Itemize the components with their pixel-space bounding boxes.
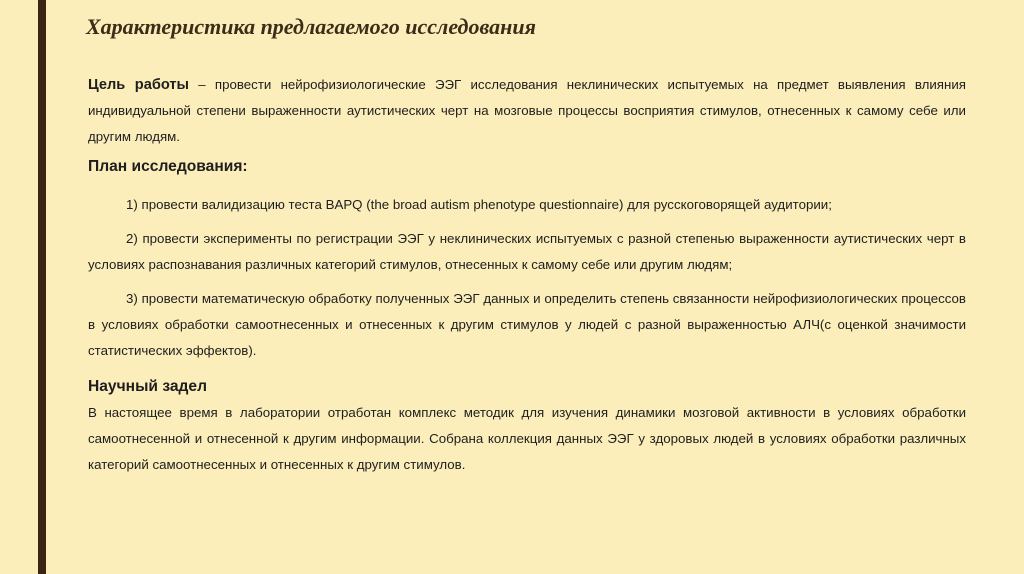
- plan-title: План исследования:: [88, 158, 248, 175]
- left-margin: [0, 0, 38, 574]
- plan-item-1: 1) провести валидизацию теста BAPQ (the broad autism phenotype questionnaire) для русскоговорящей аудитории;: [126, 197, 832, 212]
- accent-bar: [38, 0, 46, 574]
- scientific-text: В настоящее время в лаборатории отработан комплекс методик для изучения динамики мозговой активности в условиях обработки самоотнесенной и отнесенной к другим информации. Собрана коллекция данных ЭЭГ у здоровых людей в условиях обработки различных категорий самоотнесенных и отнесенных к другим стимулов.: [88, 405, 966, 472]
- slide-title: Характеристика предлагаемого исследования: [86, 14, 536, 39]
- scientific-title: Научный задел: [88, 378, 208, 395]
- slide-body: [88, 72, 966, 478]
- plan-item-2: 2) провести эксперименты по регистрации ЭЭГ у неклинических испытуемых с разной степенью выраженности аутистических черт в условиях распознавания различных категорий стимулов, отнесенных к самому себе или другим людям;: [88, 231, 966, 272]
- plan-item-3: 3) провести математическую обработку полученных ЭЭГ данных и определить степень связанности нейрофизиологических процессов в условиях обработки самоотнесенных и отнесенных к другим стимулов у людей с разной выраженностью АЛЧ(с оценкой значимости статистических эффектов).: [88, 291, 966, 358]
- goal-text: – провести нейрофизиологические ЭЭГ исследования неклинических испытуемых на предмет выявления влияния индивидуальной степени выраженности аутистических черт на мозговые процессы восприятия стимулов, отнесенных к самому себе или другим людям.: [88, 77, 966, 144]
- goal-paragraph: [88, 72, 966, 150]
- goal-label: Цель работы: [88, 77, 189, 93]
